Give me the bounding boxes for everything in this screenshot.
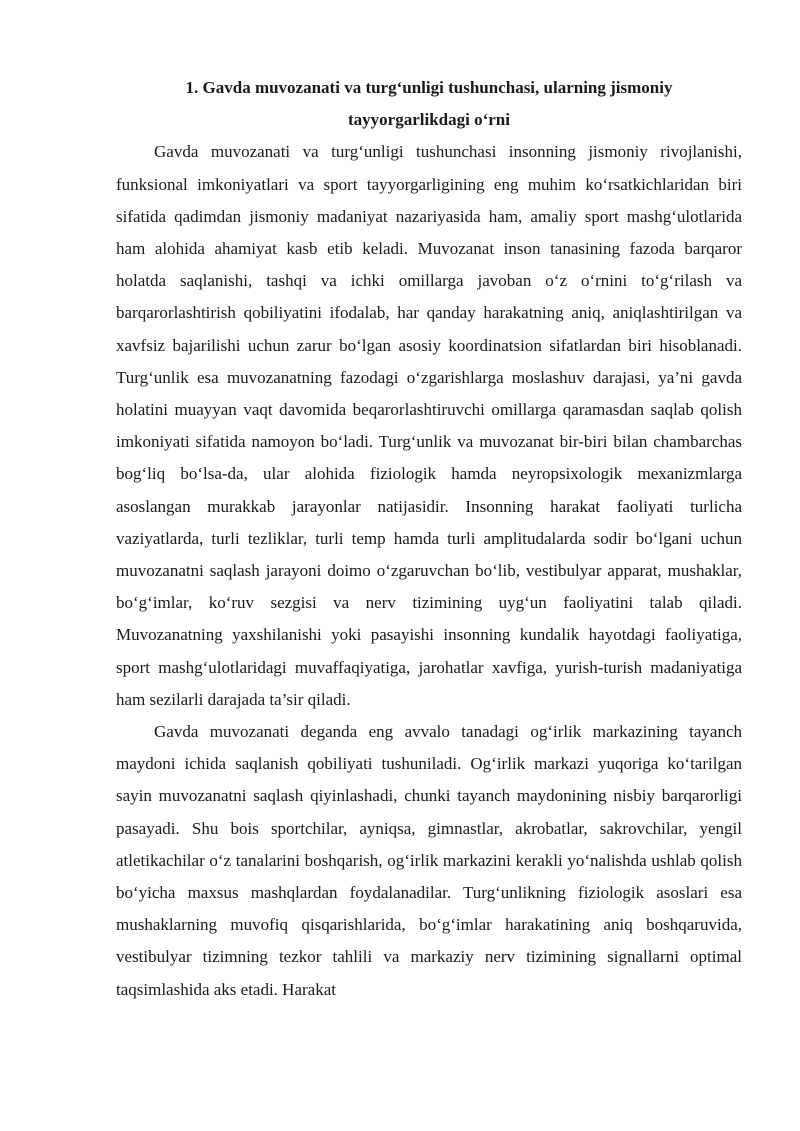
- paragraph-2: Gavda muvozanati deganda eng avvalo tanadagi og‘irlik markazining tayanch maydoni ichida saqlanish qobiliyati tushuniladi. Og‘irlik markazi yuqoriga ko‘tarilgan sayin muvozanatni saqlash qiyinlashadi, chunki tayanch maydonining nisbiy barqarorligi pasayadi. Shu bois sportchilar, ayniqsa, gimnastlar, akrobatlar, sakrovchilar, yengil atletikachilar o‘z tanalarini boshqarish, og‘irlik markazini kerakli yo‘nalishda ushlab qolish bo‘yicha maxsus mashqlardan foydalanadilar. Turg‘unlikning fiziologik asoslari esa mushaklarning muvofiq qisqarishlarida, bo‘g‘imlar harakatining aniq boshqaruvida, vestibulyar tizimning tezkor tahlili va markaziy nerv tizimining signallarni optimal taqsimlashida aks etadi. Harakat: [116, 722, 742, 999]
- document-body: [116, 72, 742, 1006]
- section-heading: [116, 72, 742, 136]
- section-heading-line-2: tayyorgarlikdagi o‘rni: [348, 110, 510, 130]
- paragraph-1: Gavda muvozanati va turg‘unligi tushunchasi insonning jismoniy rivojlanishi, funksional imkoniyatlari va sport tayyorgarligining eng muhim ko‘rsatkichlaridan biri sifatida qadimdan jismoniy madaniyat nazariyasida ham, amaliy sport mashg‘ulotlarida ham alohida ahamiyat kasb etib keladi. Muvozanat inson tanasining fazoda barqaror holatda saqlanishi, tashqi va ichki omillarga javoban o‘z o‘rnini to‘g‘rilash va barqarorlashtirish qobiliyatini ifodalab, har qanday harakatning aniq, aniqlashtirilgan va xavfsiz bajarilishi uchun zarur bo‘lgan asosiy koordinatsion sifatlardan biri hisoblanadi. Turg‘unlik esa muvozanatning fazodagi o‘zgarishlarga moslashuv darajasi, ya’ni gavda holatini muayyan vaqt davomida beqarorlashtiruvchi omillarga qaramasdan saqlab qolish imkoniyati sifatida namoyon bo‘ladi. Turg‘unlik va muvozanat bir-biri bilan chambarchas bog‘liq bo‘lsa-da, ular alohida fiziologik hamda neyropsixologik mexanizmlarga asoslangan murakkab jarayonlar natijasidir. Insonning harakat faoliyati turlicha vaziyatlarda, turli tezliklar, turli temp hamda turli amplitudalarda sodir bo‘lgani uchun muvozanatni saqlash jarayoni doimo o‘zgaruvchan bo‘lib, vestibulyar apparat, mushaklar, bo‘g‘imlar, ko‘ruv sezgisi va nerv tizimining uyg‘un faoliyatini talab qiladi. Muvozanatning yaxshilanishi yoki pasayishi insonning kundalik hayotdagi faoliyatiga, sport mashg‘ulotlaridagi muvaffaqiyatiga, jarohatlar xavfiga, yurish-turish madaniyatiga ham sezilarli darajada ta’sir qiladi.: [116, 142, 742, 709]
- section-heading-line-1: 1. Gavda muvozanati va turg‘unligi tushunchasi, ularning jismoniy: [185, 78, 673, 97]
